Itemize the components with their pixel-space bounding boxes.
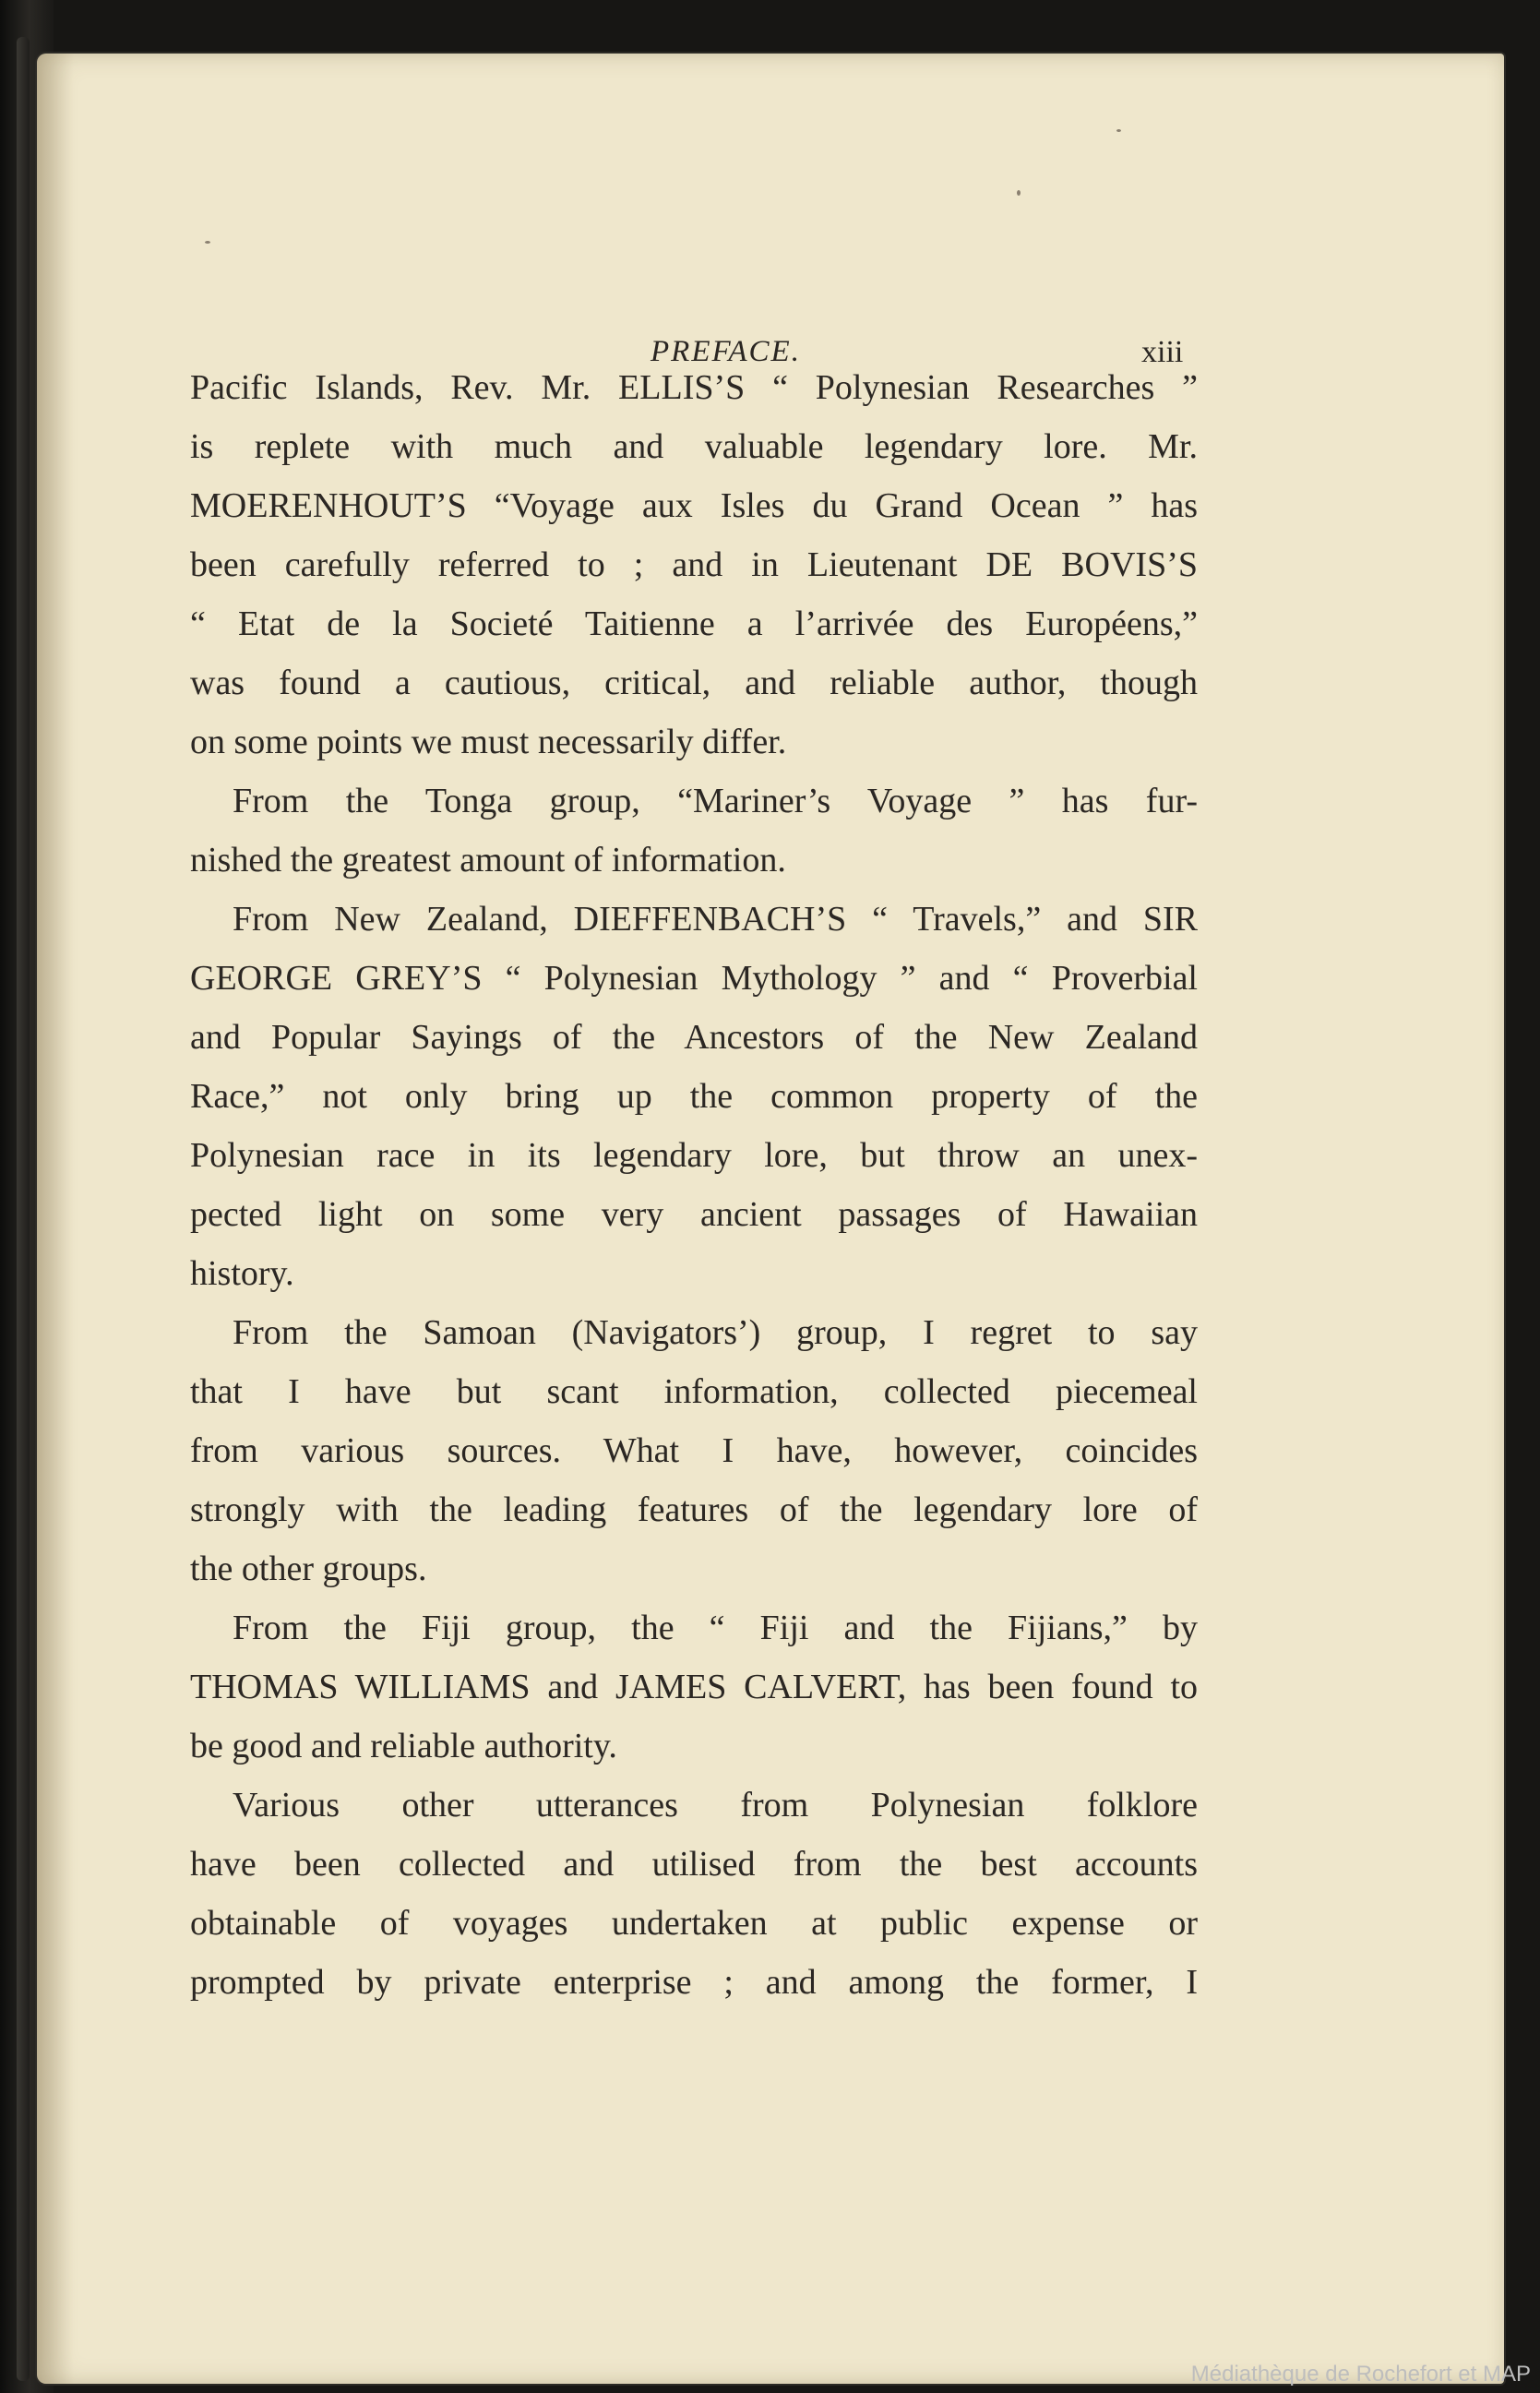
text-line: Polynesian race in its legendary lore, but throw an unex- — [190, 1136, 1198, 1175]
text-line: From the Fiji group, the “ Fiji and the Fijians,” by — [233, 1609, 1198, 1647]
text-line: be good and reliable authority. — [190, 1727, 617, 1765]
paper-speck — [1017, 190, 1021, 196]
text-line: Race,” not only bring up the common property of the — [190, 1077, 1198, 1116]
body-text — [190, 358, 1198, 2012]
running-head: PREFACE. — [651, 335, 801, 368]
text-line: “ Etat de la Societé Taitienne a l’arrivée des Européens,” — [190, 604, 1198, 643]
text-line: From New Zealand, DIEFFENBACH’S “ Travels,” and SIR — [233, 900, 1198, 939]
text-line: on some points we must necessarily differ. — [190, 723, 787, 761]
text-line: have been collected and utilised from the best accounts — [190, 1845, 1198, 1884]
paper-speck — [1116, 129, 1121, 132]
page-gutter-shadow — [37, 54, 74, 2384]
text-line: From the Samoan (Navigators’) group, I regret to say — [233, 1313, 1198, 1352]
text-line: is replete with much and valuable legendary lore. Mr. — [190, 427, 1198, 466]
page-number: xiii — [1141, 335, 1184, 369]
text-line: Pacific Islands, Rev. Mr. ELLIS’S “ Polynesian Researches ” — [190, 368, 1198, 407]
library-credit: Médiathèque de Rochefort et MAP — [1190, 2362, 1531, 2387]
text-line: nished the greatest amount of information. — [190, 841, 786, 879]
paper-speck — [205, 241, 210, 244]
binding-edge — [17, 37, 30, 2381]
text-line: obtainable of voyages undertaken at public expense or — [190, 1904, 1198, 1943]
text-line: been carefully referred to ; and in Lieutenant DE BOVIS’S — [190, 545, 1198, 584]
text-line: history. — [190, 1254, 294, 1293]
text-line: and Popular Sayings of the Ancestors of the New Zealand — [190, 1018, 1198, 1057]
text-line: was found a cautious, critical, and reliable author, though — [190, 664, 1198, 702]
text-line: THOMAS WILLIAMS and JAMES CALVERT, has been found to — [190, 1668, 1198, 1706]
text-line: From the Tonga group, “Mariner’s Voyage ” has fur- — [233, 782, 1198, 820]
text-line: prompted by private enterprise ; and among the former, I — [190, 1963, 1198, 2002]
text-line: pected light on some very ancient passages of Hawaiian — [190, 1195, 1198, 1234]
text-line: from various sources. What I have, however, coincides — [190, 1431, 1198, 1470]
text-line: strongly with the leading features of the legendary lore of — [190, 1490, 1198, 1529]
text-line: MOERENHOUT’S “Voyage aux Isles du Grand Ocean ” has — [190, 486, 1198, 525]
text-line: GEORGE GREY’S “ Polynesian Mythology ” and “ Proverbial — [190, 959, 1198, 998]
text-line: that I have but scant information, collected piecemeal — [190, 1372, 1198, 1411]
text-line: the other groups. — [190, 1549, 427, 1588]
text-line: Various other utterances from Polynesian folklore — [233, 1786, 1198, 1825]
